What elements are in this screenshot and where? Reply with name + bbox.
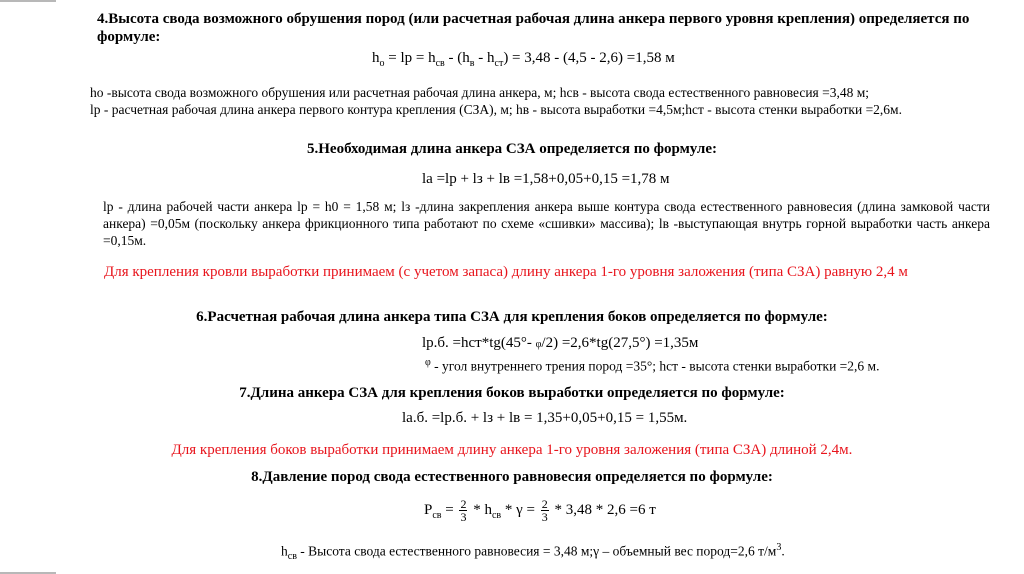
section-5-note: Для крепления кровли выработки принимаем (с учетом запаса) длину анкера 1-го уровня заложения (типа СЗА) равную 2,4 м (104, 264, 908, 280)
section-5-description: lp - длина рабочей части анкера lp = h0 = 1,58 м; lз -длина закрепления анкера выше контура свода естественного равновесия (длина замковой части анкера) =0,05м (поскольку анкера фрикционного типа работают по схеме «сшивки» массива); lв -выступающая внутрь горной выработки часть анкера =0,15м. (103, 199, 990, 248)
section-4-description-line-1: hо -высота свода возможного обрушения или расчетная рабочая длина анкера, м; hсв - высота свода естественного равновесия =3,48 м; (90, 85, 870, 100)
section-8-description: $h_{св}$ - Высота свода естественного равновесия = 3,48 м;γ – объемный вес пород=2,6 $т/м^3$. (281, 542, 785, 563)
section-7-formula: lа.б. =lp.б. + lз + lв = 1,35+0,05+0,15 = 1,55м. (402, 410, 688, 426)
section-5-heading: 5.Необходимая длина анкера СЗА определяется по формуле: (307, 141, 717, 157)
section-7-heading: 7.Длина анкера СЗА для крепления боков выработки определяется по формуле: (239, 385, 785, 401)
fraction-two-thirds: $\frac{2}{3}$ (460, 497, 467, 525)
section-6-formula: lp.б. =hст*tg(45°- φ/2) =2,6*tg(27,5°) =1,35м (422, 335, 699, 351)
section-4-heading: 4.Высота свода возможного обрушения пород (или расчетная рабочая длина анкера первого уровня крепления) определяется по формуле: (97, 11, 970, 45)
section-6-heading: 6.Расчетная рабочая длина анкера типа СЗА для крепления боков определяется по формуле: (196, 309, 828, 325)
section-8-formula: $P_{св}$ = $\frac{2}{3}$ * $h_{св}$ * γ = $\frac{2}{3}$ * 3,48 * 2,6 =6 т (424, 497, 656, 525)
section-6-description: $^\varphi$ - угол внутреннего трения пород =35°; hст - высота стенки выработки =2,6 м. (425, 357, 880, 374)
phi-symbol: φ (425, 357, 431, 368)
top-accent-line (0, 0, 56, 2)
section-5-formula: lа =lp + lз + lв =1,58+0,05+0,15 =1,78 м (422, 171, 670, 187)
section-7-note: Для крепления боков выработки принимаем длину анкера 1-го уровня заложения (типа СЗА) длиной 2,4м. (171, 442, 853, 458)
phi-symbol: φ (535, 339, 542, 350)
section-4-formula: $h_о$ = lp = $h_{св} - (h_в - h_{ст}) = 3,48 - (4,5 - 2,6) =1,58$ м (372, 50, 675, 69)
section-4-description-line-2: lp - расчетная рабочая длина анкера первого контура крепления (СЗА), м; hв - высота выработки =4,5м;hст - высота стенки выработки =2,6м. (90, 102, 902, 117)
section-8-heading: 8.Давление пород свода естественного равновесия определяется по формуле: (251, 469, 773, 485)
fraction-two-thirds: $\frac{2}{3}$ (541, 497, 548, 525)
